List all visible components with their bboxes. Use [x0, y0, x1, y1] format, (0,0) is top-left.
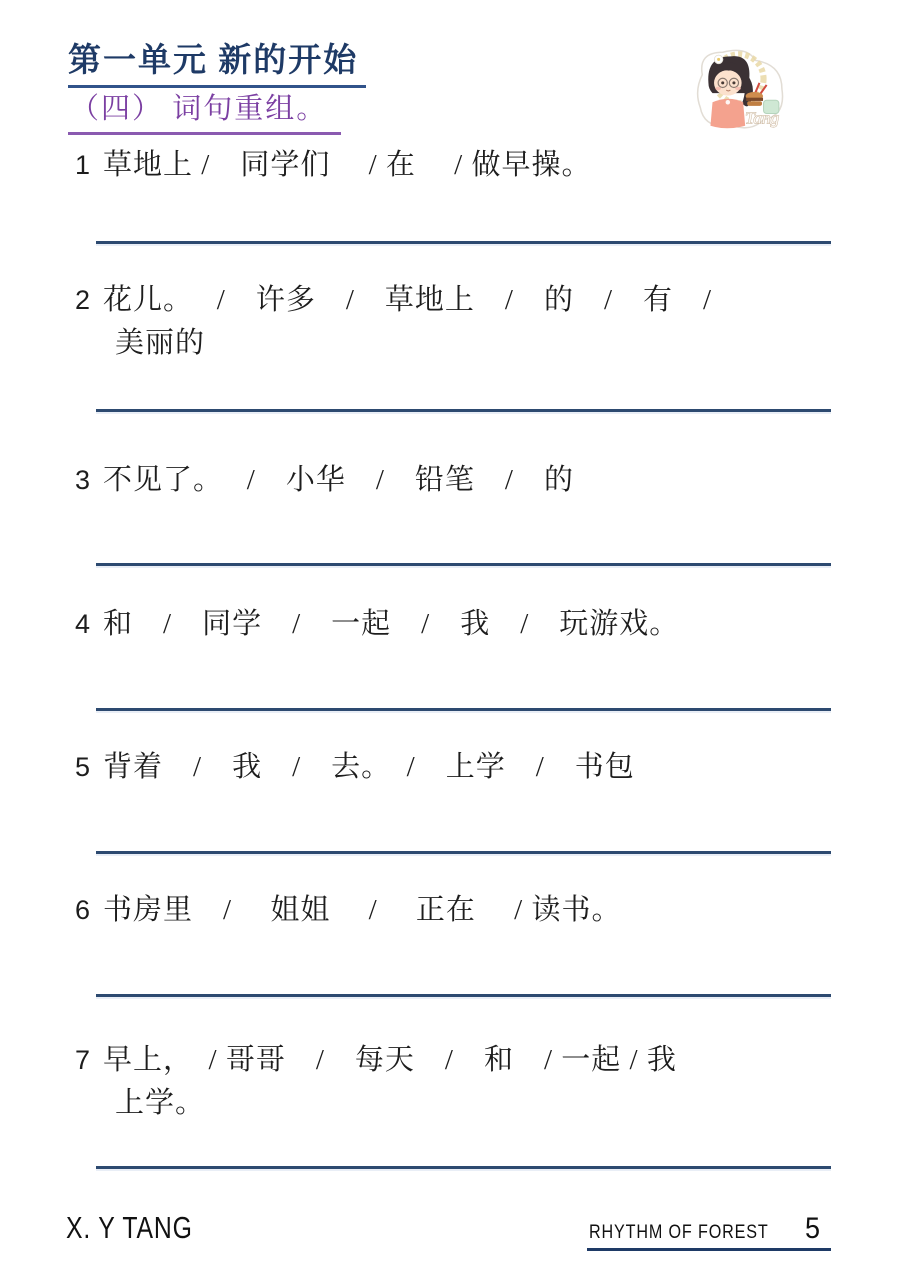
- sticker-tang-label: Tang: [745, 108, 780, 128]
- exercise-2: [75, 279, 865, 365]
- exercise-1-text: 草地上 / 同学们 / 在 / 做早操。: [103, 149, 592, 181]
- exercise-7-text-line2: 上学。: [115, 1087, 206, 1119]
- exercise-1-number: 1: [75, 150, 91, 180]
- exercise-6-answer-line: [96, 994, 831, 999]
- exercise-7-text: 早上， / 哥哥 / 每天 / 和 / 一起 / 我: [103, 1044, 677, 1076]
- exercise-2-number: 2: [75, 285, 91, 315]
- exercise-4-number: 4: [75, 609, 91, 639]
- exercise-5-text: 背着 / 我 / 去。 / 上学 / 书包: [103, 751, 635, 783]
- exercise-6-text: 书房里 / 姐姐 / 正在 / 读书。: [103, 894, 622, 926]
- exercise-5-answer-line: [96, 851, 831, 856]
- exercise-2-text: 花儿。 / 许多 / 草地上 / 的 / 有 /: [103, 284, 713, 316]
- exercise-4-answer-line: [96, 708, 831, 713]
- exercise-6-number: 6: [75, 895, 91, 925]
- footer-rule: [587, 1248, 831, 1251]
- exercise-6: [75, 889, 865, 932]
- exercise-4-text: 和 / 同学 / 一起 / 我 / 玩游戏。: [103, 608, 680, 640]
- exercise-5-number: 5: [75, 752, 91, 782]
- exercise-2-answer-line: [96, 409, 831, 414]
- footer-page-number: 5: [805, 1212, 821, 1245]
- exercise-2-text-line2: 美丽的: [115, 327, 206, 359]
- footer-series-title: RHYTHM OF FOREST: [589, 1222, 769, 1243]
- exercise-1-answer-line: [96, 241, 831, 246]
- exercise-1: [75, 144, 865, 187]
- exercise-3-text: 不见了。 / 小华 / 铅笔 / 的: [103, 464, 574, 496]
- exercise-3: [75, 459, 865, 502]
- tang-girl-sticker-icon: [688, 44, 786, 134]
- section-subtitle: （四） 词句重组。: [68, 86, 341, 135]
- exercise-3-answer-line: [96, 563, 831, 568]
- exercise-7: [75, 1039, 865, 1125]
- exercise-7-answer-line: [96, 1166, 831, 1171]
- exercise-7-number: 7: [75, 1045, 91, 1075]
- exercise-4: [75, 603, 865, 646]
- exercise-5: [75, 746, 865, 789]
- exercise-3-number: 3: [75, 465, 91, 495]
- footer-author: X. Y TANG: [66, 1210, 193, 1245]
- unit-title: 第一单元 新的开始: [68, 34, 366, 88]
